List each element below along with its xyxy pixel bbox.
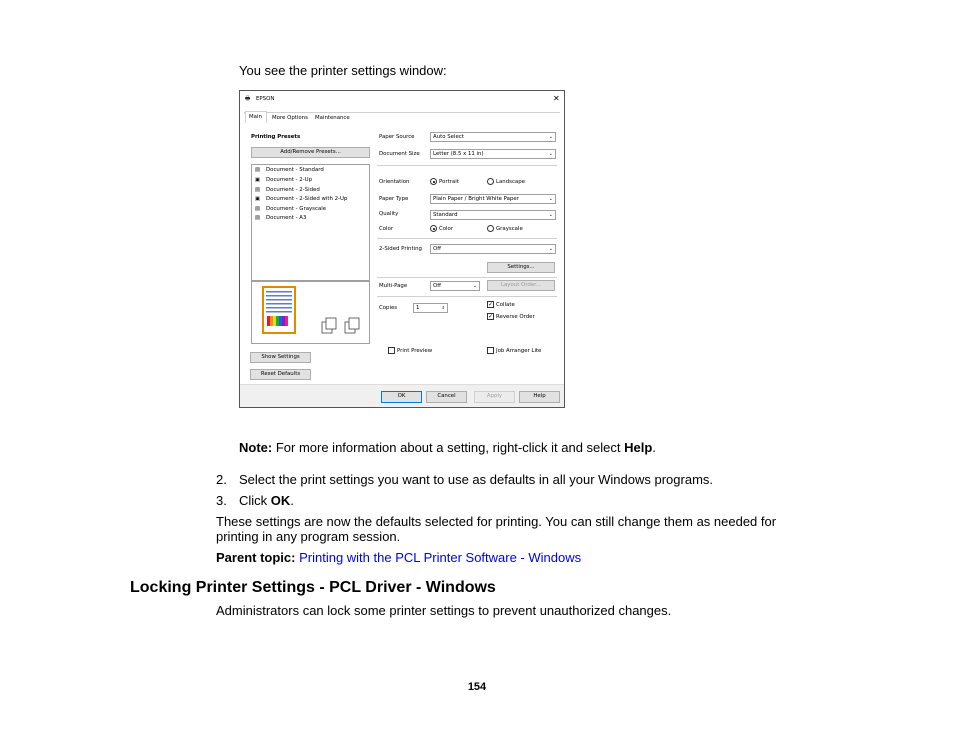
copies-label: Copies — [379, 305, 398, 311]
paper-source-label: Paper Source — [379, 134, 415, 140]
layout-order-button[interactable]: Layout Order... — [487, 280, 555, 291]
collate-checkbox[interactable]: ✓ — [488, 301, 494, 308]
two-sided-settings-button[interactable]: Settings... — [487, 262, 555, 273]
orientation-label: Orientation — [379, 179, 410, 185]
doc-icon: ▤ — [255, 187, 261, 193]
doc-icon: ▤ — [255, 206, 261, 212]
document-size-label: Document Size — [379, 151, 420, 157]
step-3-ok: OK — [270, 493, 291, 508]
note-help: Help — [624, 440, 653, 455]
job-arranger-label: Job Arranger Lite — [496, 348, 542, 354]
close-icon[interactable]: ✕ — [553, 94, 560, 103]
chevron-down-icon: ⌄ — [548, 246, 553, 252]
note-text: For more information about a setting, right-click it and select — [275, 440, 621, 455]
note-end: . — [652, 440, 656, 455]
para-administrators: Administrators can lock some printer settings to prevent unauthorized changes. — [216, 603, 672, 618]
doc-icon: ▤ — [255, 167, 261, 173]
step-2-text: Select the print settings you want to use as defaults in all your Windows programs. — [239, 472, 714, 487]
quality-select[interactable]: Standard ⌄ — [430, 210, 556, 220]
paper-type-label: Paper Type — [379, 196, 409, 202]
doc-icon: ▣ — [255, 177, 261, 183]
color-label: Color — [379, 226, 394, 232]
reverse-order-checkbox[interactable]: ✓ — [488, 313, 494, 320]
page-number: 154 — [467, 681, 487, 693]
intro-text: You see the printer settings window: — [239, 63, 447, 78]
add-remove-presets-button[interactable]: Add/Remove Presets... — [251, 147, 370, 158]
paper-type-select[interactable]: Plain Paper / Bright White Paper ⌄ — [430, 194, 556, 204]
parent-topic-link[interactable]: Printing with the PCL Printer Software - Windows — [299, 550, 582, 565]
list-item[interactable]: Document - 2-Sided — [266, 187, 320, 193]
step-3-number: 3. — [216, 493, 227, 508]
paper-source-select[interactable]: Auto Select ⌄ — [430, 132, 556, 142]
step-3-text: Click OK. — [239, 493, 294, 508]
printer-settings-dialog — [239, 90, 565, 408]
cancel-button[interactable]: Cancel — [426, 391, 467, 403]
two-sided-label: 2-Sided Printing — [379, 246, 422, 252]
multipage-label: Multi-Page — [379, 283, 408, 289]
section-heading: Locking Printer Settings - PCL Driver - Windows — [130, 579, 496, 596]
list-item[interactable]: Document - Grayscale — [266, 206, 327, 212]
tab-more-options[interactable]: More Options — [272, 115, 308, 121]
para-defaults-line1: These settings are now the defaults selected for printing. You can still change them as needed for — [216, 514, 777, 529]
ok-button[interactable]: OK — [381, 391, 422, 403]
quality-label: Quality — [379, 211, 399, 217]
para-defaults-line2: printing in any program session. — [216, 529, 401, 544]
landscape-label: Landscape — [496, 179, 525, 185]
apply-button[interactable]: Apply — [474, 391, 515, 403]
landscape-radio[interactable] — [487, 178, 494, 185]
chevron-down-icon: ⌄ — [472, 283, 477, 289]
list-item[interactable]: Document - A3 — [266, 215, 307, 221]
note-label: Note: — [239, 440, 273, 455]
grayscale-radio[interactable] — [487, 225, 494, 232]
grayscale-label: Grayscale — [496, 226, 523, 232]
presets-list[interactable] — [251, 164, 370, 281]
tab-main[interactable]: Main — [245, 111, 267, 123]
tab-maintenance[interactable]: Maintenance — [315, 115, 350, 121]
job-arranger-checkbox[interactable] — [487, 347, 494, 354]
doc-icon: ▣ — [255, 196, 261, 202]
list-item[interactable]: Document - 2-Up — [266, 177, 313, 183]
portrait-label: Portrait — [439, 179, 459, 185]
color-option-label: Color — [439, 226, 454, 232]
help-button[interactable]: Help — [519, 391, 560, 403]
parent-topic-label: Parent topic: — [216, 550, 296, 565]
note — [239, 440, 656, 455]
show-settings-button[interactable]: Show Settings — [250, 352, 311, 363]
dialog-title: EPSON — [256, 96, 275, 102]
list-item[interactable]: Document - 2-Sided with 2-Up — [266, 196, 348, 202]
spin-arrows-icon: ⇕ — [441, 305, 445, 310]
two-sided-select[interactable]: Off ⌄ — [430, 244, 556, 254]
printer-icon: 🖶 — [245, 96, 251, 102]
parent-topic — [216, 550, 581, 565]
chevron-down-icon: ⌄ — [548, 151, 553, 157]
chevron-down-icon: ⌄ — [548, 212, 553, 218]
print-preview-checkbox[interactable] — [388, 347, 395, 354]
chevron-down-icon: ⌄ — [548, 134, 553, 140]
list-item[interactable]: Document - Standard — [266, 167, 324, 173]
page-preview-icon — [252, 282, 371, 345]
copies-stepper[interactable]: 1 ⇕ — [413, 303, 448, 313]
document-size-select[interactable]: Letter (8.5 x 11 in) ⌄ — [430, 149, 556, 159]
doc-icon: ▤ — [255, 215, 261, 221]
print-preview-label: Print Preview — [397, 348, 433, 354]
reverse-order-label: Reverse Order — [496, 314, 535, 320]
reset-defaults-button[interactable]: Reset Defaults — [250, 369, 311, 380]
print-preview-pane — [251, 281, 370, 344]
presets-heading: Printing Presets — [251, 134, 301, 140]
chevron-down-icon: ⌄ — [548, 196, 553, 202]
collate-label: Collate — [496, 302, 515, 308]
multipage-select[interactable]: Off ⌄ — [430, 281, 480, 291]
portrait-radio[interactable] — [430, 178, 437, 185]
color-radio[interactable] — [430, 225, 437, 232]
step-2-number: 2. — [216, 472, 227, 487]
